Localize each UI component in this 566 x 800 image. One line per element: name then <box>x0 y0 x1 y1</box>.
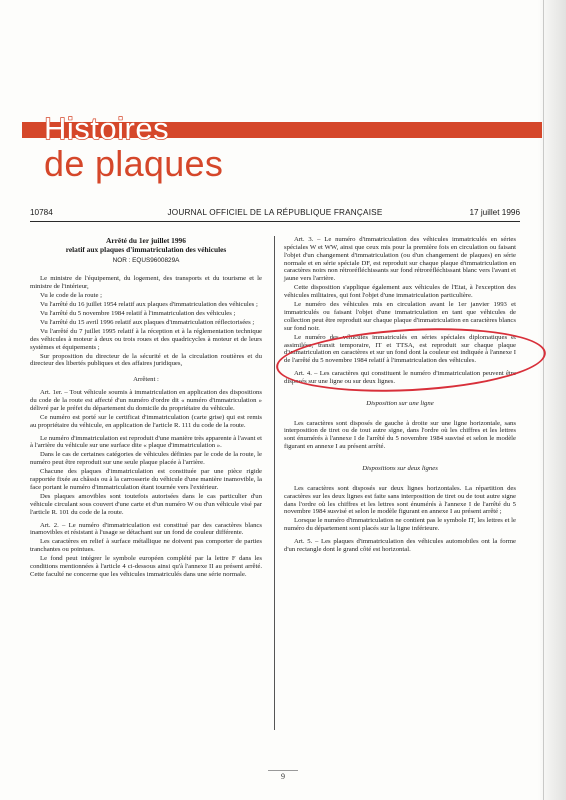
section-title-one-line: Disposition sur une ligne <box>366 399 434 407</box>
arretent-heading: Arrêtent : <box>133 376 159 384</box>
paragraph: Chacune des plaques d'immatriculation est constituée par une pièce rigide rapportée fixée au châssis ou à la carrosserie du véhicule d'une manière inamovible, la face portant le numéro d'immatriculation étant tournée vers l'extérieur. <box>30 468 262 491</box>
banner-title-line2: de plaques <box>44 143 224 184</box>
page-number: 9 <box>268 770 298 781</box>
paragraph: Sur proposition du directeur de la sécurité et de la circulation routières et du directeur des libertés publiques et des affaires juridiques, <box>30 352 262 368</box>
paragraph: Des plaques amovibles sont toutefois autorisées dans le cas particulier d'un véhicule circulant sous couvert d'une carte et d'un numéro W ou d'un véhicule visé par l'article R. 101 du code de la route. <box>30 492 262 516</box>
paragraph: Art. 3. – Le numéro d'immatriculation des véhicules immatriculés en séries spéciales W et WW, ainsi que ceux mis pour la première fois en circulation ou faisant l'objet d'un changement d'immatriculation (ou d'un changement de plaques) en série normale et en série spéciale DF, est reproduit sur chaque plaque d'immatriculation en caractères noirs non rétroréfléchissants sur fond rétroréfléchissant blanc vers l'avant et jaune vers l'arrière. <box>284 236 516 283</box>
paragraph: Art. 4. – Les caractères qui constituent le numéro d'immatriculation peuvent être disposés sur une ligne ou sur deux lignes. <box>284 370 516 385</box>
paragraph: Le numéro des véhicules immatriculés en séries spéciales diplomatiques et assimilées, transit temporaire, IT et TTSA, est reproduit sur chaque plaque d'immatriculation en caractères et sur un fond dont la couleur est indiquée à l'annexe I de l'arrêté du 5 novembre 1984 relatif à l'immatriculation des véhicules. <box>284 333 516 365</box>
paragraph: Vu l'arrêté du 5 novembre 1984 relatif à l'immatriculation des véhicules ; <box>40 309 236 317</box>
header-rule <box>30 221 520 222</box>
highlighted-paragraph: Le numéro des véhicules mis en circulation avant le 1er janvier 1993 et immatriculés ou faisant l'objet d'une immatriculation en tant que véhicules de collection peut être reproduit sur chaque plaque d'immatriculation en caractères blancs sur fond noir. <box>284 301 516 332</box>
paragraph: Art. 5. – Les plaques d'immatriculation des véhicules automobiles ont la forme d'un rectangle dont le grand côté est horizontal. <box>284 538 516 553</box>
article-banner <box>22 112 542 190</box>
section-title-two-lines: Dispositions sur deux lignes <box>362 464 438 472</box>
paragraph: Vu l'arrêté du 15 avril 1996 relatif aux plaques d'immatriculation réflectorisées ; <box>40 318 255 326</box>
journal-date: 17 juillet 1996 <box>469 208 520 217</box>
paragraph: Vu l'arrêté du 7 juillet 1995 relatif à la réception et à la réglementation technique des véhicules à moteur à deux ou trois roues et des quadricycles à moteur et de leurs systèmes et équipements ; <box>30 327 262 351</box>
paragraph: Ce numéro est porté sur le certificat d'immatriculation (carte grise) qui est remis au propriétaire du véhicule, en application de l'article R. 111 du code de la route. <box>30 413 262 429</box>
decree-title-line1: Arrêté du 1er juillet 1996 <box>106 236 186 245</box>
paragraph: Art. 1er. – Tout véhicule soumis à immatriculation en application des dispositions du code de la route est affecté d'un numéro d'ordre dit « numéro d'immatriculation » délivré par le préfet du département du domicile du propriétaire du véhicule. <box>30 389 262 412</box>
paragraph: Cette disposition s'applique également aux véhicules de l'Etat, à l'exception des véhicules militaires, qui font l'objet d'une immatriculation particulière. <box>284 284 516 300</box>
paragraph: Le ministre de l'équipement, du logement, des transports et du tourisme et le ministre de l'intérieur, <box>30 274 262 290</box>
journal-header <box>30 206 520 220</box>
paragraph: Le fond peut intégrer le symbole européen complété par la lettre F dans les conditions mentionnées à l'article 4 ci-dessous ainsi qu'à l'annexe II au présent arrêté. Cette faculté ne concerne que les véhicules immatriculés dans une série normale. <box>30 555 262 578</box>
paragraph: Les caractères en relief à surface métallique ne doivent pas comporter de parties tranchantes ou pointues. <box>30 538 262 554</box>
scan-edge-line <box>543 0 544 800</box>
paragraph: Les caractères sont disposés de gauche à droite sur une ligne horizontale, sans interposition de tiret ou de tout autre signe, dans l'ordre où les chiffres et les lettres sont énumérés à l'annexe I de l'arrêté du 5 novembre 1984 susvisé et selon le modèle figurant en annexe I au présent arrêté. <box>284 419 516 451</box>
banner-title-line1: Histoires <box>44 111 170 146</box>
paragraph: Le numéro d'immatriculation est reproduit d'une manière très apparente à l'avant et à l'arrière du véhicule sur une surface dite « plaque d'immatriculation ». <box>30 434 262 450</box>
paragraph: Art. 2. – Le numéro d'immatriculation est constitué par des caractères blancs inamovibles et résistant à l'usage se détachant sur un fond de couleur différente. <box>30 521 262 537</box>
paragraph: Vu l'arrêté du 16 juillet 1954 relatif aux plaques d'immatriculation des véhicules ; <box>40 300 258 308</box>
paragraph: Lorsque le numéro d'immatriculation ne contient pas le symbole IT, les lettres et le numéro du département sont placés sur la ligne inférieure. <box>284 517 516 533</box>
right-column <box>284 236 516 555</box>
paragraph: Vu le code de la route ; <box>40 291 102 299</box>
page-footer <box>0 770 566 781</box>
paragraph: Dans le cas de certaines catégories de véhicules définies par le code de la route, le numéro peut être reproduit sur une seule plaque placée à l'arrière. <box>30 451 262 467</box>
decree-title <box>30 236 262 254</box>
journal-title: JOURNAL OFFICIEL DE LA RÉPUBLIQUE FRANÇAISE <box>167 208 383 217</box>
journal-page-number: 10784 <box>30 208 53 217</box>
column-divider <box>274 236 275 730</box>
left-column <box>30 236 262 580</box>
decree-title-line2: relatif aux plaques d'immatriculation des véhicules <box>65 245 227 254</box>
paragraph: Les caractères sont disposés sur deux lignes horizontales. La répartition des caractères sur les deux lignes est faite sans interposition de tiret ou de tout autre signe dans l'ordre où les chiffres et les lettres sont énumérés à l'annexe I de l'arrêté du 5 novembre 1984 susvisé et selon le modèle figurant en annexe I au présent arrêté ; <box>284 484 516 516</box>
decree-nor: NOR : EQUS9600829A <box>112 257 180 264</box>
